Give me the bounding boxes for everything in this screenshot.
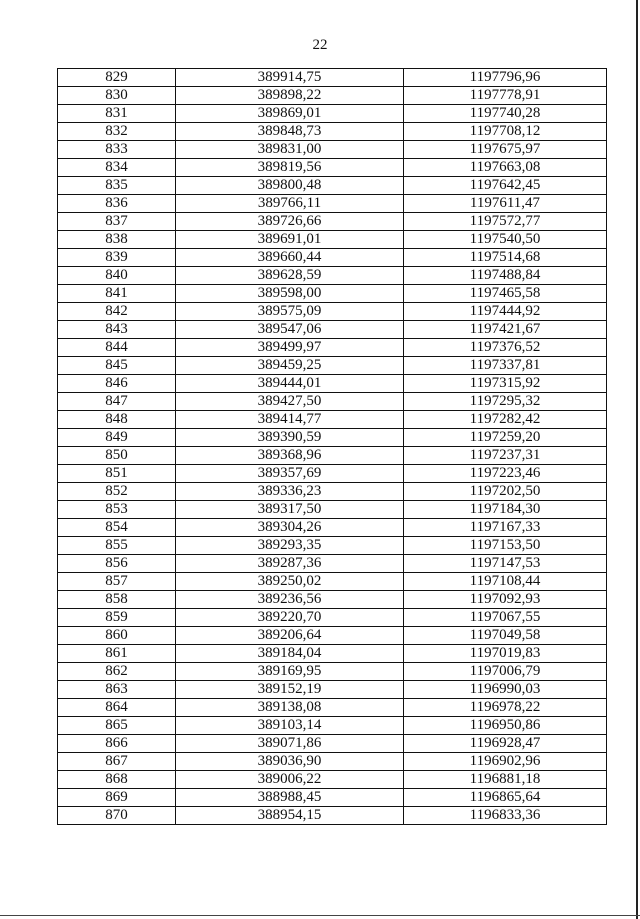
point-number-cell: 870 — [58, 807, 176, 825]
x-coordinate-cell: 389006,22 — [176, 771, 404, 789]
y-coordinate-cell: 1196990,03 — [404, 681, 607, 699]
table-row — [58, 519, 607, 537]
table-row — [58, 591, 607, 609]
point-number-cell: 841 — [58, 285, 176, 303]
table-row — [58, 501, 607, 519]
x-coordinate-cell: 389169,95 — [176, 663, 404, 681]
x-coordinate-cell: 389336,23 — [176, 483, 404, 501]
point-number-cell: 867 — [58, 753, 176, 771]
table-row — [58, 609, 607, 627]
point-number-cell: 861 — [58, 645, 176, 663]
table-row — [58, 807, 607, 825]
x-coordinate-cell: 389898,22 — [176, 87, 404, 105]
point-number-cell: 862 — [58, 663, 176, 681]
point-number-cell: 846 — [58, 375, 176, 393]
table-row — [58, 195, 607, 213]
x-coordinate-cell: 389427,50 — [176, 393, 404, 411]
x-coordinate-cell: 389726,66 — [176, 213, 404, 231]
table-row — [58, 141, 607, 159]
y-coordinate-cell: 1197642,45 — [404, 177, 607, 195]
point-number-cell: 854 — [58, 519, 176, 537]
y-coordinate-cell: 1197295,32 — [404, 393, 607, 411]
x-coordinate-cell: 389357,69 — [176, 465, 404, 483]
x-coordinate-cell: 389236,56 — [176, 591, 404, 609]
y-coordinate-cell: 1197675,97 — [404, 141, 607, 159]
table-row — [58, 753, 607, 771]
point-number-cell: 831 — [58, 105, 176, 123]
coordinates-table-body — [58, 69, 607, 825]
point-number-cell: 868 — [58, 771, 176, 789]
table-row — [58, 771, 607, 789]
point-number-cell: 830 — [58, 87, 176, 105]
point-number-cell: 864 — [58, 699, 176, 717]
table-row — [58, 483, 607, 501]
table-row — [58, 681, 607, 699]
x-coordinate-cell: 389152,19 — [176, 681, 404, 699]
point-number-cell: 836 — [58, 195, 176, 213]
point-number-cell: 863 — [58, 681, 176, 699]
y-coordinate-cell: 1197778,91 — [404, 87, 607, 105]
x-coordinate-cell: 388954,15 — [176, 807, 404, 825]
y-coordinate-cell: 1197740,28 — [404, 105, 607, 123]
x-coordinate-cell: 389766,11 — [176, 195, 404, 213]
table-row — [58, 393, 607, 411]
y-coordinate-cell: 1197237,31 — [404, 447, 607, 465]
point-number-cell: 829 — [58, 69, 176, 87]
table-row — [58, 231, 607, 249]
y-coordinate-cell: 1197444,92 — [404, 303, 607, 321]
coordinates-table — [57, 68, 607, 825]
x-coordinate-cell: 389691,01 — [176, 231, 404, 249]
table-row — [58, 339, 607, 357]
x-coordinate-cell: 389304,26 — [176, 519, 404, 537]
point-number-cell: 865 — [58, 717, 176, 735]
table-row — [58, 447, 607, 465]
y-coordinate-cell: 1197147,53 — [404, 555, 607, 573]
y-coordinate-cell: 1196865,64 — [404, 789, 607, 807]
y-coordinate-cell: 1197337,81 — [404, 357, 607, 375]
y-coordinate-cell: 1197514,68 — [404, 249, 607, 267]
table-row — [58, 303, 607, 321]
x-coordinate-cell: 389800,48 — [176, 177, 404, 195]
x-coordinate-cell: 388988,45 — [176, 789, 404, 807]
x-coordinate-cell: 389414,77 — [176, 411, 404, 429]
point-number-cell: 857 — [58, 573, 176, 591]
y-coordinate-cell: 1197488,84 — [404, 267, 607, 285]
point-number-cell: 860 — [58, 627, 176, 645]
table-row — [58, 555, 607, 573]
table-row — [58, 735, 607, 753]
table-row — [58, 573, 607, 591]
point-number-cell: 835 — [58, 177, 176, 195]
y-coordinate-cell: 1197421,67 — [404, 321, 607, 339]
x-coordinate-cell: 389819,56 — [176, 159, 404, 177]
x-coordinate-cell: 389036,90 — [176, 753, 404, 771]
table-row — [58, 87, 607, 105]
x-coordinate-cell: 389220,70 — [176, 609, 404, 627]
x-coordinate-cell: 389444,01 — [176, 375, 404, 393]
y-coordinate-cell: 1197611,47 — [404, 195, 607, 213]
x-coordinate-cell: 389103,14 — [176, 717, 404, 735]
point-number-cell: 847 — [58, 393, 176, 411]
point-number-cell: 845 — [58, 357, 176, 375]
x-coordinate-cell: 389848,73 — [176, 123, 404, 141]
y-coordinate-cell: 1197092,93 — [404, 591, 607, 609]
x-coordinate-cell: 389206,64 — [176, 627, 404, 645]
table-row — [58, 123, 607, 141]
table-row — [58, 789, 607, 807]
point-number-cell: 837 — [58, 213, 176, 231]
x-coordinate-cell: 389831,00 — [176, 141, 404, 159]
y-coordinate-cell: 1197572,77 — [404, 213, 607, 231]
y-coordinate-cell: 1197796,96 — [404, 69, 607, 87]
y-coordinate-cell: 1197259,20 — [404, 429, 607, 447]
point-number-cell: 843 — [58, 321, 176, 339]
y-coordinate-cell: 1196928,47 — [404, 735, 607, 753]
x-coordinate-cell: 389598,00 — [176, 285, 404, 303]
y-coordinate-cell: 1197465,58 — [404, 285, 607, 303]
table-row — [58, 411, 607, 429]
table-row — [58, 537, 607, 555]
x-coordinate-cell: 389660,44 — [176, 249, 404, 267]
x-coordinate-cell: 389317,50 — [176, 501, 404, 519]
y-coordinate-cell: 1197315,92 — [404, 375, 607, 393]
point-number-cell: 834 — [58, 159, 176, 177]
y-coordinate-cell: 1197108,44 — [404, 573, 607, 591]
point-number-cell: 844 — [58, 339, 176, 357]
y-coordinate-cell: 1196902,96 — [404, 753, 607, 771]
table-row — [58, 663, 607, 681]
x-coordinate-cell: 389250,02 — [176, 573, 404, 591]
point-number-cell: 859 — [58, 609, 176, 627]
y-coordinate-cell: 1197067,55 — [404, 609, 607, 627]
x-coordinate-cell: 389499,97 — [176, 339, 404, 357]
point-number-cell: 851 — [58, 465, 176, 483]
x-coordinate-cell: 389869,01 — [176, 105, 404, 123]
x-coordinate-cell: 389628,59 — [176, 267, 404, 285]
x-coordinate-cell: 389138,08 — [176, 699, 404, 717]
y-coordinate-cell: 1197540,50 — [404, 231, 607, 249]
table-row — [58, 285, 607, 303]
point-number-cell: 855 — [58, 537, 176, 555]
point-number-cell: 850 — [58, 447, 176, 465]
table-row — [58, 465, 607, 483]
point-number-cell: 848 — [58, 411, 176, 429]
point-number-cell: 840 — [58, 267, 176, 285]
x-coordinate-cell: 389071,86 — [176, 735, 404, 753]
table-row — [58, 267, 607, 285]
y-coordinate-cell: 1197202,50 — [404, 483, 607, 501]
point-number-cell: 852 — [58, 483, 176, 501]
x-coordinate-cell: 389547,06 — [176, 321, 404, 339]
table-row — [58, 429, 607, 447]
table-row — [58, 69, 607, 87]
point-number-cell: 858 — [58, 591, 176, 609]
point-number-cell: 866 — [58, 735, 176, 753]
table-row — [58, 699, 607, 717]
y-coordinate-cell: 1197184,30 — [404, 501, 607, 519]
y-coordinate-cell: 1197282,42 — [404, 411, 607, 429]
point-number-cell: 853 — [58, 501, 176, 519]
y-coordinate-cell: 1197167,33 — [404, 519, 607, 537]
point-number-cell: 833 — [58, 141, 176, 159]
point-number-cell: 842 — [58, 303, 176, 321]
x-coordinate-cell: 389368,96 — [176, 447, 404, 465]
table-row — [58, 177, 607, 195]
page-number: 22 — [312, 37, 328, 53]
x-coordinate-cell: 389914,75 — [176, 69, 404, 87]
x-coordinate-cell: 389575,09 — [176, 303, 404, 321]
table-row — [58, 357, 607, 375]
y-coordinate-cell: 1197663,08 — [404, 159, 607, 177]
table-row — [58, 717, 607, 735]
table-row — [58, 249, 607, 267]
point-number-cell: 869 — [58, 789, 176, 807]
y-coordinate-cell: 1197223,46 — [404, 465, 607, 483]
table-row — [58, 213, 607, 231]
x-coordinate-cell: 389184,04 — [176, 645, 404, 663]
y-coordinate-cell: 1196978,22 — [404, 699, 607, 717]
page-edge-bottom — [0, 915, 640, 916]
y-coordinate-cell: 1197153,50 — [404, 537, 607, 555]
table-row — [58, 321, 607, 339]
x-coordinate-cell: 389293,35 — [176, 537, 404, 555]
point-number-cell: 832 — [58, 123, 176, 141]
y-coordinate-cell: 1196881,18 — [404, 771, 607, 789]
y-coordinate-cell: 1196950,86 — [404, 717, 607, 735]
y-coordinate-cell: 1197049,58 — [404, 627, 607, 645]
point-number-cell: 849 — [58, 429, 176, 447]
point-number-cell: 839 — [58, 249, 176, 267]
x-coordinate-cell: 389459,25 — [176, 357, 404, 375]
y-coordinate-cell: 1197708,12 — [404, 123, 607, 141]
table-row — [58, 159, 607, 177]
y-coordinate-cell: 1197006,79 — [404, 663, 607, 681]
x-coordinate-cell: 389287,36 — [176, 555, 404, 573]
point-number-cell: 838 — [58, 231, 176, 249]
table-row — [58, 105, 607, 123]
y-coordinate-cell: 1196833,36 — [404, 807, 607, 825]
y-coordinate-cell: 1197376,52 — [404, 339, 607, 357]
table-row — [58, 375, 607, 393]
x-coordinate-cell: 389390,59 — [176, 429, 404, 447]
point-number-cell: 856 — [58, 555, 176, 573]
y-coordinate-cell: 1197019,83 — [404, 645, 607, 663]
page-edge-right — [636, 0, 638, 919]
table-row — [58, 627, 607, 645]
table-row — [58, 645, 607, 663]
